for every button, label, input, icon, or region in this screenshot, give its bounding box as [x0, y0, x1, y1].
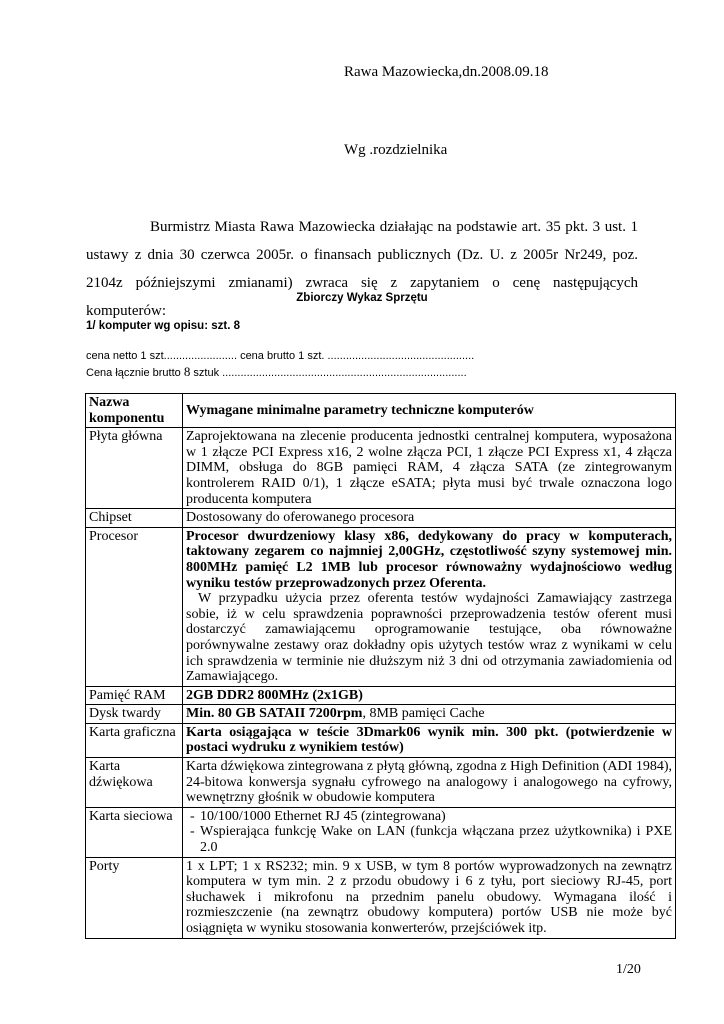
list-item: [186, 824, 672, 855]
price-total-dots: sztuk ................................................................................: [190, 367, 467, 379]
row-value-chipset: Dostosowany do oferowanego procesora: [183, 509, 676, 528]
cpu-requirement: Procesor dwurdzeniowy klasy x86, dedykowany do pracy w komputerach, taktowany zegarem co najmniej 2,00GHz, częstotliwość szyny systemowej min. 800MHz pamięć L2 1MB lub procesor równoważny wydajnościowo według wyniku testów przeprowadzonych przez Oferenta.: [186, 528, 672, 591]
cpu-test-note: W przypadku użycia przez oferenta testów wydajności Zamawiający zastrzega sobie, iż w celu sprawdzenia poprawności przeprowadzenia testów oferent musi dostarczyć zamawiającemu oprogramowanie testujące, oba równoważne porównywalne zestawy oraz dokładny opis użytych testów wraz z wynikami w celu ich sprawdzenia w terminie nie dłuższym niż 3 dni od otrzymania zawiadomienia od Zamawiającego.: [186, 591, 672, 685]
price-net-line: cena netto 1 szt........................ cena brutto 1 szt. ................................................: [86, 350, 475, 362]
col-header-component: Nazwa komponentu: [86, 394, 183, 428]
recipient-line: Wg .rozdzielnika: [344, 142, 448, 158]
list-item: [186, 809, 672, 825]
table-row: [86, 758, 676, 808]
price-total-qty: 8: [183, 364, 191, 379]
page-number: 1/20: [616, 962, 641, 977]
row-name-gpu: Karta graficzna: [86, 723, 183, 757]
row-name-sound: Karta dźwiękowa: [86, 758, 183, 808]
table-row: [86, 686, 676, 705]
intro-paragraph: Burmistrz Miasta Rawa Mazowiecka działając na podstawie art. 35 pkt. 3 ust. 1 ustawy z dnia 30 czerwca 2005r. o finansach publicznych (Dz. U. z 2005r Nr249, poz. 2104z późniejszymi zmianami) zwraca się z zapytaniem o cenę następujących komputerów:: [86, 219, 638, 319]
item-line: 1/ komputer wg opisu: szt. 8: [86, 320, 240, 332]
row-value-sound: Karta dźwiękowa zintegrowana z płytą główną, zgodna z High Definition (ADI 1984), 24-bitowa konwersja sygnału cyfrowego na analogowy i analogowego na cyfrowy, wewnętrzny głośnik w obudowie komputera: [183, 758, 676, 808]
row-value-mainboard: Zaprojektowana na zlecenie producenta jednostki centralnej komputera, wyposażona w 1 złącze PCI Express x16, 2 wolne złącza PCI, 1 złącze PCI Express x1, 4 złącza DIMM, obsługa do 8GB pamięci RAM, 4 złącza SATA (ze zintegrowanym kontrolerem RAID 0/1), 1 złącze eSATA; płyta musi być trwale oznaczona logo producenta komputera: [183, 428, 676, 509]
table-row: [86, 509, 676, 528]
dash-bullet-icon: -: [190, 824, 195, 840]
row-value-gpu: Karta osiągająca w teście 3Dmark06 wynik min. 300 pkt. (potwierdzenie w postaci wydruku z wynikiem testów): [183, 723, 676, 757]
price-total-line: [86, 364, 467, 380]
table-row: [86, 428, 676, 509]
row-name-hdd: Dysk twardy: [86, 705, 183, 724]
table-row: [86, 723, 676, 757]
row-value-cpu: [183, 527, 676, 686]
table-row: [86, 807, 676, 857]
row-name-cpu: Procesor: [86, 527, 183, 686]
row-name-ports: Porty: [86, 857, 183, 938]
network-item-text: Wspierająca funkcję Wake on LAN (funkcja włączana przez użytkownika) i PXE 2.0: [200, 824, 672, 856]
table-row: [86, 857, 676, 938]
row-name-ram: Pamięć RAM: [86, 686, 183, 705]
row-value-hdd: [183, 705, 676, 724]
table-row: [86, 527, 676, 686]
row-value-network: [183, 807, 676, 857]
price-total-label: Cena łącznie brutto: [86, 367, 184, 379]
table-header-row: [86, 394, 676, 428]
row-name-network: Karta sieciowa: [86, 807, 183, 857]
network-item-text: 10/100/1000 Ethernet RJ 45 (zintegrowana): [200, 808, 446, 824]
spec-table: [85, 393, 676, 939]
row-value-ram: 2GB DDR2 800MHz (2x1GB): [183, 686, 676, 705]
row-name-chipset: Chipset: [86, 509, 183, 528]
row-value-ports: 1 x LPT; 1 x RS232; min. 9 x USB, w tym 8 portów wyprowadzonych na zewnątrz komputera w tym min. 2 z przodu obudowy i 6 z tyłu, port sieciowy RJ-45, port słuchawek i mikrofonu na przednim panelu obudowy. Wymagana ilość i rozmieszczenie (na zewnątrz obudowy komputera) portów USB nie może być osiągnięta w wyniku stosowania konwerterów, przejściówek itp.: [183, 857, 676, 938]
table-row: [86, 705, 676, 724]
row-name-mainboard: Płyta główna: [86, 428, 183, 509]
col-header-parameters: Wymagane minimalne parametry techniczne komputerów: [183, 394, 676, 428]
place-date: Rawa Mazowiecka,dn.2008.09.18: [344, 64, 549, 80]
hdd-cache: , 8MB pamięci Cache: [362, 706, 485, 722]
network-list: [186, 809, 672, 856]
hdd-main: Min. 80 GB SATAII 7200rpm: [186, 706, 363, 722]
list-title: Zbiorczy Wykaz Sprzętu: [296, 292, 428, 304]
dash-bullet-icon: -: [190, 808, 195, 824]
